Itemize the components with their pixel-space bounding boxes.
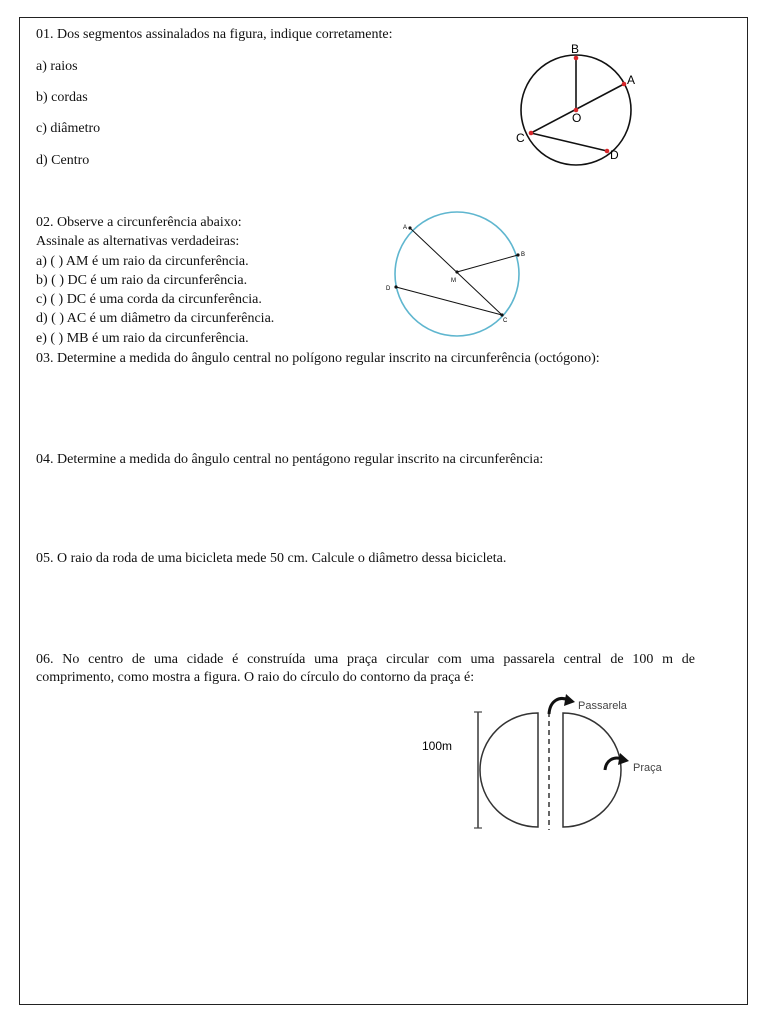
q2-title: 02. Observe a circunferência abaixo: — [36, 215, 242, 230]
q1-text: Dos segmentos assinalados na figura, indique corretamente: — [57, 27, 393, 42]
q6-line-1: 06. No centro de uma cidade é construída uma praça circular com uma passarela central de 100 m de — [36, 652, 695, 667]
q2-instruction: Assinale as alternativas verdadeiras: — [36, 234, 240, 249]
q2-point-b — [516, 253, 519, 256]
q1-label-c: C — [516, 131, 525, 145]
q1-segment-cd — [531, 133, 607, 151]
q1-point-d — [605, 149, 610, 154]
q5-text: 05. O raio da roda de uma bicicleta mede 50 cm. Calcule o diâmetro dessa bicicleta. — [36, 551, 507, 566]
q1-label-b: B — [571, 42, 580, 56]
q6-walkway-label: Passarela — [578, 700, 627, 712]
q2-point-a — [408, 226, 411, 229]
q2-point-m — [455, 270, 458, 273]
q2-option-b: b) ( ) DC é um raio da circunferência. — [36, 273, 248, 288]
q2-label-a: A — [403, 225, 408, 231]
q1-item-a: a) raios — [36, 59, 78, 74]
q2-segment-mb — [457, 255, 518, 272]
q1-label-o: O — [572, 111, 582, 125]
q1-prompt — [36, 26, 393, 44]
q2-option-c: c) ( ) DC é uma corda da circunferência. — [36, 292, 262, 307]
q6-walkway-arrowhead-icon — [564, 694, 575, 706]
q2-point-d — [394, 285, 397, 288]
q1-label-a: A — [627, 73, 636, 87]
q2-circle — [395, 212, 519, 336]
q6-right-half-circle — [563, 713, 621, 827]
q1-item-d: d) Centro — [36, 153, 90, 168]
q6-line-2: comprimento, como mostra a figura. O raio do círculo do contorno da praça é: — [36, 670, 475, 685]
q2-segment-dc — [396, 287, 502, 315]
q6-plaza-figure — [418, 690, 668, 835]
q6-left-half-circle — [480, 713, 538, 827]
q2-label-b: B — [521, 252, 526, 258]
q1-circle-figure — [500, 38, 650, 168]
q1-item-b: b) cordas — [36, 90, 88, 105]
q1-point-c — [529, 131, 534, 136]
q1-number: 01. — [36, 27, 54, 42]
q6-square-label: Praça — [633, 762, 662, 774]
q2-circle-figure — [388, 206, 528, 346]
q6-measure-label: 100m — [422, 739, 453, 753]
q3-text: 03. Determine a medida do ângulo central no polígono regular inscrito na circunferência (octógono): — [36, 351, 600, 366]
q2-label-d: D — [386, 286, 391, 292]
q1-label-d: D — [610, 148, 619, 162]
q2-point-c — [500, 313, 503, 316]
q1-item-c: c) diâmetro — [36, 121, 101, 136]
q2-label-m: M — [451, 278, 456, 284]
q2-option-e: e) ( ) MB é um raio da circunferência. — [36, 331, 249, 346]
q2-option-a: a) ( ) AM é um raio da circunferência. — [36, 254, 249, 269]
q2-label-c: C — [503, 318, 508, 324]
q1-point-b — [574, 56, 579, 61]
q2-option-d: d) ( ) AC é um diâmetro da circunferência. — [36, 311, 275, 326]
q4-text: 04. Determine a medida do ângulo central no pentágono regular inscrito na circunferência: — [36, 452, 544, 467]
q1-point-a — [622, 82, 627, 87]
